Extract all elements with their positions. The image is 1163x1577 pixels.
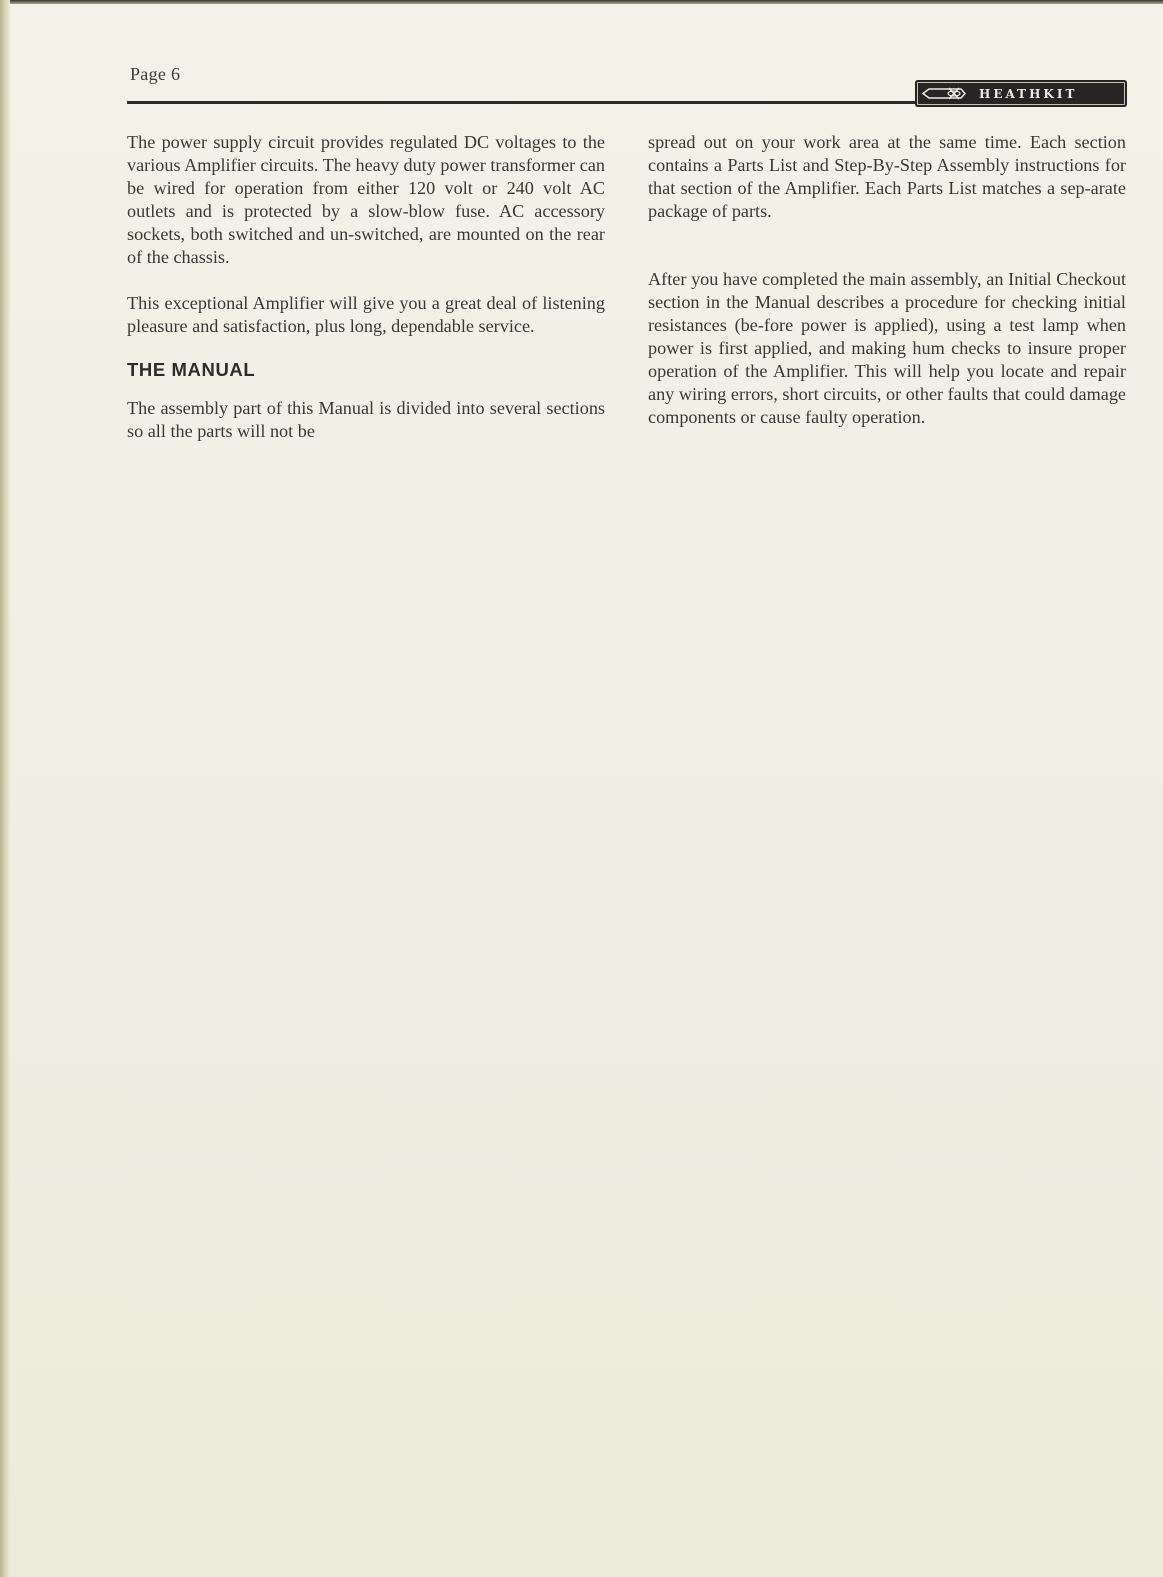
paragraph-parts-list: spread out on your work area at the same time. Each section contains a Parts List and Step-By-Step Assembly instructions for that section of the Amplifier. Each Parts List matches a sep-arate package of parts. (648, 132, 1126, 221)
left-column (127, 131, 605, 443)
heathkit-emblem-icon (915, 80, 973, 107)
paragraph-manual-sections: The assembly part of this Manual is divided into several sections so all the parts will not be (127, 398, 605, 441)
header-rule (127, 101, 917, 104)
page-binding-edge (0, 0, 10, 1577)
paragraph-listening-pleasure: This exceptional Amplifier will give you a great deal of listening pleasure and satisfaction, plus long, dependable service. (127, 293, 605, 336)
right-column (648, 131, 1126, 429)
heathkit-wordmark: HEATHKIT (979, 86, 1078, 101)
paragraph-power-supply: The power supply circuit provides regulated DC voltages to the various Amplifier circuits. The heavy duty power transformer can be wired for operation from either 120 volt or 240 volt AC outlets and is protected by a slow-blow fuse. AC accessory sockets, both switched and un-switched, are mounted on the rear of the chassis. (127, 132, 605, 267)
page-top-edge (0, 0, 1163, 4)
page-number: Page 6 (130, 64, 181, 84)
section-heading-manual: THE MANUAL (127, 359, 256, 380)
paragraph-initial-checkout: After you have completed the main assembly, an Initial Checkout section in the Manual describes a procedure for checking initial resistances (be-fore power is applied), using a test lamp when power is first applied, and making hum checks to insure proper operation of the Amplifier. This will help you locate and repair any wiring errors, short circuits, or other faults that could damage components or cause faulty operation. (648, 269, 1126, 427)
heathkit-logo (915, 80, 1127, 107)
